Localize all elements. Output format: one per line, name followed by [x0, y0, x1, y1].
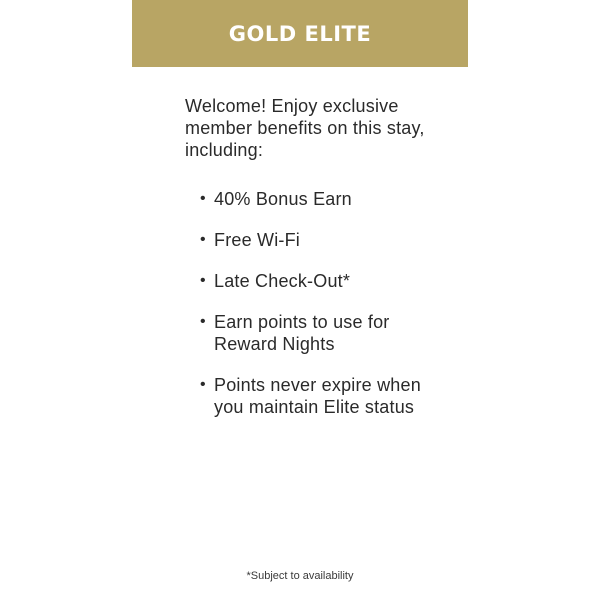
- benefits-card: [132, 0, 468, 600]
- benefit-item: [200, 374, 440, 418]
- bullet-icon: •: [200, 376, 206, 393]
- benefit-item: [200, 270, 440, 292]
- availability-footnote: *Subject to availability: [246, 570, 354, 582]
- benefit-label: Earn points to use for Reward Nights: [214, 312, 390, 354]
- bullet-icon: •: [200, 190, 206, 207]
- bullet-icon: •: [200, 231, 206, 248]
- benefit-label: Free Wi-Fi: [214, 230, 300, 250]
- welcome-text: Welcome! Enjoy exclusive member benefits on this stay, including:: [185, 96, 425, 160]
- bullet-icon: •: [200, 272, 206, 289]
- benefits-list: [200, 188, 440, 437]
- bullet-icon: •: [200, 313, 206, 330]
- benefit-item: [200, 229, 440, 251]
- tier-banner: [132, 0, 468, 67]
- benefit-label: 40% Bonus Earn: [214, 189, 352, 209]
- benefit-label: Points never expire when you maintain Elite status: [214, 375, 421, 417]
- benefit-item: [200, 188, 440, 210]
- benefit-label: Late Check-Out*: [214, 271, 351, 291]
- benefit-item: [200, 311, 440, 355]
- tier-title: GOLD ELITE: [228, 22, 372, 46]
